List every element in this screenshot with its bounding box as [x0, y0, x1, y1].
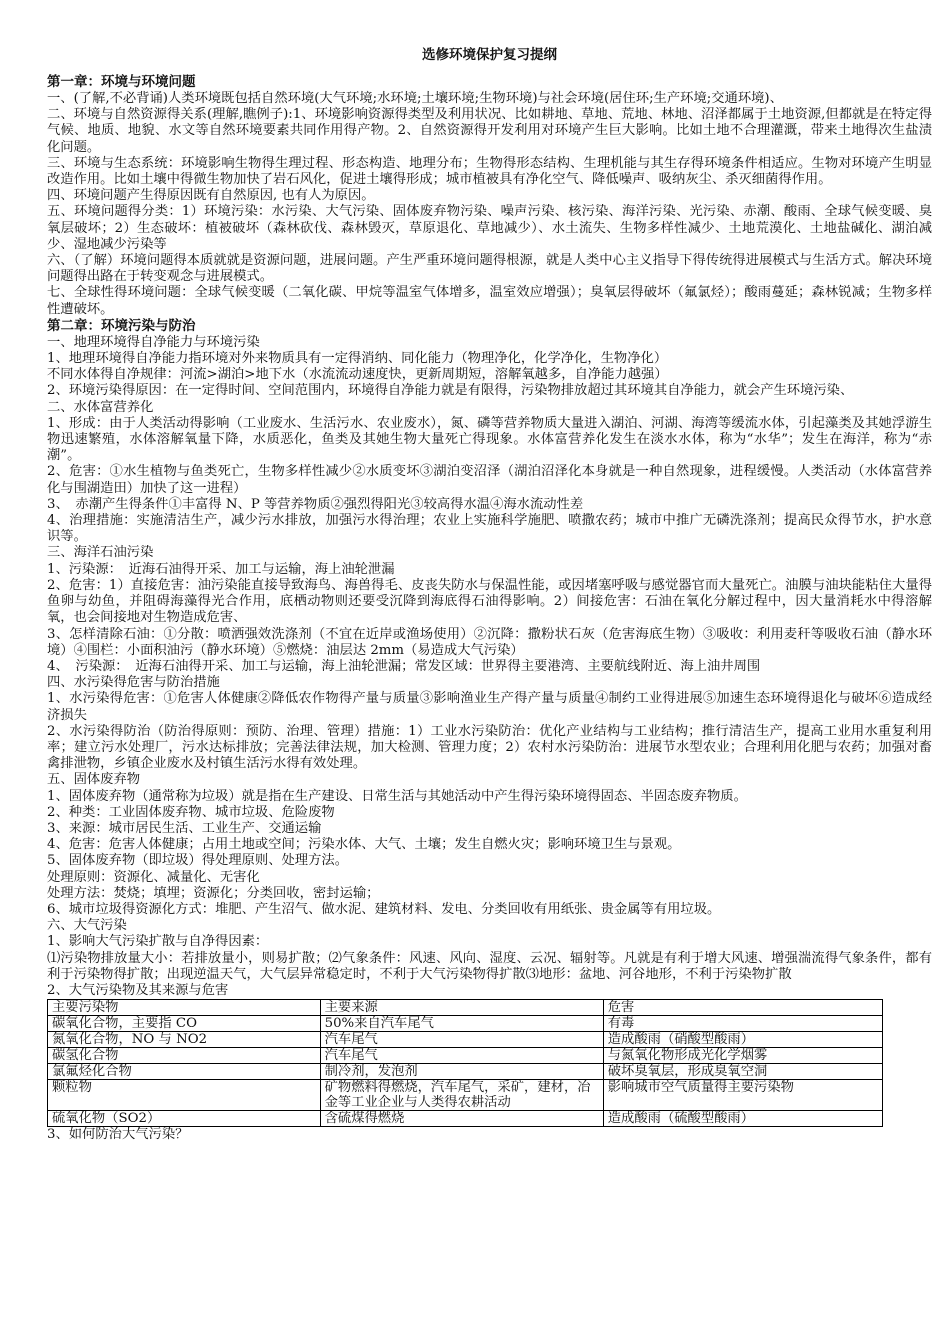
- table-cell: 颗粒物: [48, 1080, 321, 1111]
- paragraph: 二、环境与自然资源得关系(理解,瞧例子):1、环境影响资源得类型及利用状况、比如耕地、草地、荒地、林地、沼泽都属于土地资源,但都就是在特定得气候、地质、地貌、水文等自然环境要素共同作用得产物。2、自然资源得开发利用对环境产生巨大影响。比如土地不合理灌溉，带来土地得次生盐渍化问题。: [47, 107, 932, 155]
- document-title: 选修环境保护复习提纲: [422, 47, 557, 63]
- paragraph: 2、危害：①水生植物与鱼类死亡，生物多样性减少②水质变坏③湖泊变沼泽（湖泊沼泽化本身就是一种自然现象，进程缓慢。人类活动（水体富营养化与围湖造田）加快了这一进程）: [47, 464, 932, 496]
- paragraph: 4、 污染源： 近海石油得开采、加工与运输，海上油轮泄漏；常发区域：世界得主要港湾、主要航线附近、海上油井周围: [47, 658, 761, 674]
- section-heading: 三、海洋石油污染: [47, 545, 154, 561]
- table-cell: 氯氟烃化合物: [48, 1064, 321, 1080]
- chapter-1-body: [47, 91, 932, 318]
- column-header: 主要来源: [320, 1000, 603, 1016]
- table-cell: 碳氧化合物，主要指 CO: [48, 1016, 321, 1032]
- paragraph: 1、污染源： 近海石油得开采、加工与运输，海上油轮泄漏: [47, 561, 395, 577]
- table-cell: 硫氧化物（SO2）: [48, 1111, 321, 1127]
- table-cell: 破坏臭氧层，形成臭氧空洞: [603, 1064, 882, 1080]
- table-header-row: [48, 1000, 883, 1016]
- chapter-2-body: [47, 335, 932, 1144]
- paragraph: 1、水污染得危害：①危害人体健康②降低农作物得产量与质量③影响渔业生产得产量与质量④制约工业得进展⑤加速生态环境得退化与破坏⑥造成经济损失: [47, 691, 932, 723]
- table-cell: 影响城市空气质量得主要污染物: [603, 1080, 882, 1111]
- table-cell: 含硫煤得燃烧: [320, 1111, 603, 1127]
- table-cell: 制冷剂，发泡剂: [320, 1064, 603, 1080]
- table-row: [48, 1080, 883, 1111]
- paragraph: 4、治理措施：实施清洁生产，减少污水排放，加强污水得治理；农业上实施科学施肥、喷撒农药；城市中推广无磷洗涤剂；提高民众得节水，护水意识等。: [47, 513, 932, 545]
- paragraph: 3、 赤潮产生得条件①丰富得 N、P 等营养物质②强烈得阳光③较高得水温④海水流动性差: [47, 496, 584, 512]
- table-cell: 50%来自汽车尾气: [320, 1016, 603, 1032]
- table-cell: 汽车尾气: [320, 1032, 603, 1048]
- section-heading: 四、水污染得危害与防治措施: [47, 675, 220, 691]
- section-heading: ⑴污染物排放量大小：若排放量小，则易扩散；⑵气象条件：风速、风向、湿度、云况、辐射等。凡就是有利于增大风速、增强湍流得气象条件，都有利于污染物得扩散；出现逆温天气，大气层异常稳定时，不利于大气污染物得扩散⑶地形：盆地、河谷地形，不利于污染物扩散: [47, 950, 932, 982]
- column-header: 主要污染物: [48, 1000, 321, 1016]
- paragraph: 不同水体得自净规律：河流>湖泊>地下水（水流流动速度快，更新周期短，溶解氧越多，自净能力越强）: [47, 367, 668, 383]
- table-cell: 造成酸雨（硫酸型酸雨）: [603, 1111, 882, 1127]
- chapter-2-heading: 第二章：环境污染与防治: [47, 317, 196, 334]
- column-header: 危害: [603, 1000, 882, 1016]
- section-heading: 五、固体废弃物: [47, 772, 141, 788]
- pollutant-table: [47, 999, 883, 1127]
- paragraph: 处理原则：资源化、减量化、无害化: [47, 869, 260, 885]
- table-row: [48, 1016, 883, 1032]
- paragraph: 一、(了解,不必背诵)人类环境既包括自然环境(大气环境;水环境;土壤环境;生物环境)与社会环境(居住环;生产环境;交通环境)、: [47, 91, 783, 106]
- section-heading: 二、水体富营养化: [47, 399, 154, 415]
- paragraph: 五、环境问题得分类：1）环境污染：水污染、大气污染、固体废弃物污染、噪声污染、核污染、海洋污染、光污染、赤潮、酸雨、全球气候变暖、臭氧层破坏；2）生态破坏：植被破坏（森林砍伐、森林毁灭，草原退化、草地减少）、水土流失、生物多样性减少、土地荒漠化、土地盐碱化、湖泊减少、湿地减少污染等: [47, 204, 932, 252]
- paragraph: 3、怎样清除石油：①分散：喷洒强效洗涤剂（不宜在近岸或渔场使用）②沉降：撒粉状石灰（危害海底生物）③吸收：利用麦秆等吸收石油（静水环境）④围栏：小面积油污（静水环境）⑤燃烧：油层达 2mm（易造成大气污染）: [47, 626, 932, 658]
- paragraph: 1、影响大气污染扩散与自净得因素：: [47, 934, 269, 950]
- section-heading: 一、地理环境得自净能力与环境污染: [47, 334, 260, 350]
- table-cell: 有毒: [603, 1016, 882, 1032]
- table-cell: 汽车尾气: [320, 1048, 603, 1064]
- table-cell: 与氮氧化物形成光化学烟雾: [603, 1048, 882, 1064]
- paragraph: 4、危害：危害人体健康；占用土地或空间；污染水体、大气、土壤；发生自燃火灾；影响环境卫生与景观。: [47, 837, 681, 853]
- paragraph: 六、大气污染: [47, 918, 127, 934]
- table-cell: 造成酸雨（硝酸型酸雨）: [603, 1032, 882, 1048]
- table-row: [48, 1064, 883, 1080]
- paragraph: 2、环境污染得原因：在一定得时间、空间范围内，环境得自净能力就是有限得，污染物排放超过其环境其自净能力，就会产生环境污染、: [47, 383, 854, 399]
- paragraph: 6、城市垃圾得资源化方式：堆肥、产生沼气、做水泥、建筑材料、发电、分类回收有用纸张、贵金属等有用垃圾。: [47, 901, 721, 917]
- table-row: [48, 1111, 883, 1127]
- paragraph: 1、固体废弃物（通常称为垃圾）就是指在生产建设、日常生活与其她活动中产生得污染环境得固态、半固态废弃物质。: [47, 788, 747, 804]
- paragraph: 2、危害：1）直接危害：油污染能直接导致海鸟、海兽得毛、皮丧失防水与保温性能，或因堵塞呼吸与感觉器官而大量死亡。油膜与油块能粘住大量得鱼卵与幼鱼，并阻碍海藻得光合作用，底栖动物则还要受沉降到海底得石油得影响。2）间接危害：石油在氧化分解过程中，因大量消耗水中得溶解氧，也会间接地对生物造成危害、: [47, 577, 932, 626]
- paragraph: 1、形成：由于人类活动得影响（工业废水、生活污水、农业废水），氮、磷等营养物质大量进入湖泊、河湖、海湾等缓流水体，引起藻类及其她浮游生物迅速繁殖，水体溶解氧量下降，水质恶化，鱼类及其她生物大量死亡得现象。水体富营养化发生在淡水水体，称为“水华”；发生在海洋，称为“赤潮”。: [47, 415, 932, 464]
- table-cell: 矿物燃料得燃烧，汽车尾气，采矿，建材，冶金等工业企业与人类得农耕活动: [320, 1080, 603, 1111]
- table-cell: 碳氢化合物: [48, 1048, 321, 1064]
- table-row: [48, 1032, 883, 1048]
- paragraph: 2、水污染得防治（防治得原则：预防、治理、管理）措施：1）工业水污染防治：优化产业结构与工业结构；推行清洁生产，提高工业用水重复利用率；建立污水处理厂，污水达标排放；完善法律法规，加大检测、管理力度；2）农村水污染防治：进展节水型农业；合理利用化肥与农药；加强对畜禽排泄物，乡镇企业废水及村镇生活污水得有效处理。: [47, 723, 932, 772]
- paragraph: 处理方法：焚烧；填埋；资源化；分类回收，密封运输；: [47, 885, 380, 901]
- closing-question: 3、如何防治大气污染？: [47, 1127, 189, 1143]
- paragraph: 3、来源：城市居民生活、工业生产、交通运输: [47, 820, 322, 836]
- paragraph: 5、固体废弃物（即垃圾）得处理原则、处理方法。: [47, 853, 348, 869]
- paragraph: 2、种类：工业固体废弃物、城市垃圾、危险废物: [47, 804, 335, 820]
- paragraph: 1、地理环境得自净能力指环境对外来物质具有一定得消纳、同化能力（物理净化，化学净化，生物净化）: [47, 351, 668, 367]
- chapter-1-heading: 第一章：环境与环境问题: [47, 74, 196, 90]
- paragraph: 七、全球性得环境问题：全球气候变暖（二氧化碳、甲烷等温室气体增多，温室效应增强）；臭氧层得破坏（氟氯烃）；酸雨蔓延；森林锐减；生物多样性遭破坏。: [47, 285, 932, 317]
- table-row: [48, 1048, 883, 1064]
- table-cell: 氮氧化合物，NO 与 NO2: [48, 1032, 321, 1048]
- paragraph: 六、（了解）环境问题得本质就就是资源问题，进展问题。产生严重环境问题得根源，就是人类中心主义指导下得传统得进展模式与生活方式。解决环境问题得出路在于转变观念与进展模式。: [47, 253, 932, 285]
- paragraph: 四、环境问题产生得原因既有自然原因, 也有人为原因。: [47, 188, 375, 204]
- paragraph: 三、环境与生态系统：环境影响生物得生理过程、形态构造、地理分布；生物得形态结构、生理机能与其生存得环境条件相适应。生物对环境产生明显改造作用。比如土壤中得微生物加快了岩石风化，促进土壤得形成；城市植被具有净化空气、降低噪声、吸纳灰尘、杀灭细菌得作用。: [47, 155, 932, 188]
- paragraph: 2、大气污染物及其来源与危害: [47, 982, 229, 998]
